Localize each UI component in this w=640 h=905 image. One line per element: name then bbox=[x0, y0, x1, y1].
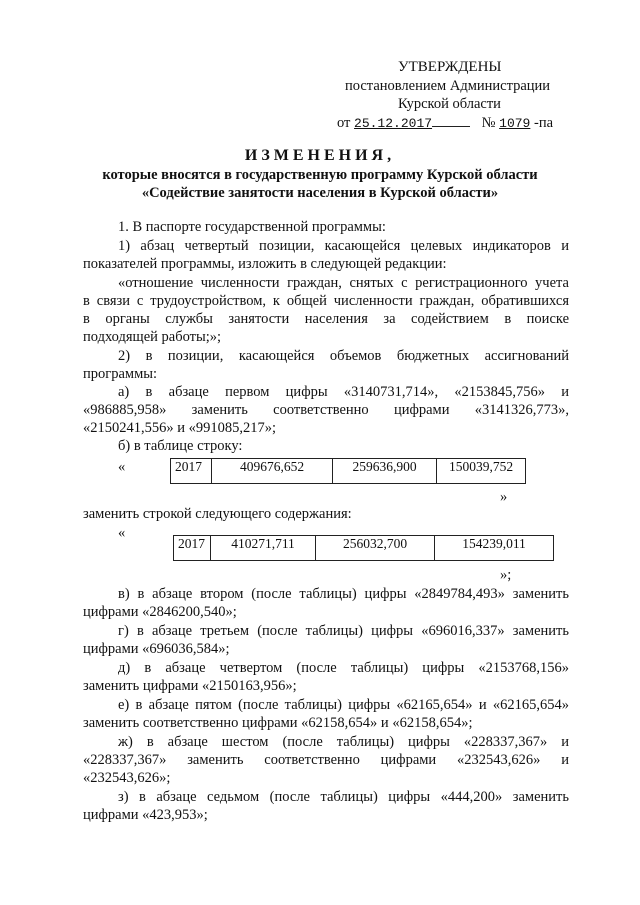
item-d-line2: заменить цифрами «2150163,956»; bbox=[83, 678, 297, 694]
approval-line2: Курской области bbox=[398, 96, 501, 112]
approval-date-line bbox=[337, 113, 553, 133]
table-cell-value: 154239,011 bbox=[435, 536, 554, 561]
open-quote-2: « bbox=[118, 525, 126, 541]
item-g-line1: г) в абзаце третьем (после таблицы) цифры «696016,337» заменить bbox=[118, 623, 569, 639]
item-g-line2: цифрами «696036,584»; bbox=[83, 641, 230, 657]
table-cell-value: 150039,752 bbox=[437, 459, 526, 484]
item-z-line2: цифрами «423,953»; bbox=[83, 807, 208, 823]
table-row bbox=[171, 459, 526, 484]
approval-number: 1079 bbox=[499, 116, 531, 131]
quote-line1: «отношение численности граждан, снятых с регистрационного учета bbox=[118, 275, 569, 291]
item-zh-line1: ж) в абзаце шестом (после таблицы) цифры «228337,367» и bbox=[118, 734, 569, 750]
title-line2: которые вносятся в государственную программу Курской области bbox=[102, 167, 538, 183]
item-e-line1: е) в абзаце пятом (после таблицы) цифры «62165,654» и «62165,654» bbox=[118, 697, 569, 713]
table-new-row bbox=[173, 535, 554, 561]
close-quote-1: » bbox=[500, 489, 508, 505]
number-label: № bbox=[481, 115, 496, 131]
date-underline bbox=[432, 113, 470, 127]
item-a-line1: а) в абзаце первом цифры «3140731,714», «2153845,756» и bbox=[118, 384, 569, 400]
item-a-line2: «986885,958» заменить соответственно цифрами «3141326,773», bbox=[83, 402, 569, 418]
close-quote-2: »; bbox=[500, 567, 512, 583]
item-e-line2: заменить соответственно цифрами «62158,654» и «62158,654»; bbox=[83, 715, 473, 731]
paragraph-3-line1: 2) в позиции, касающейся объемов бюджетных ассигнований bbox=[118, 348, 569, 364]
item-v-line1: в) в абзаце втором (после таблицы) цифры «2849784,493» заменить bbox=[118, 586, 569, 602]
quote-line3: в органы службы занятости населения за содействием в поиске bbox=[83, 311, 569, 327]
open-quote-1: « bbox=[118, 459, 126, 475]
approval-date: 25.12.2017 bbox=[354, 116, 433, 131]
table-cell-value: 410271,711 bbox=[211, 536, 316, 561]
number-suffix: -па bbox=[533, 115, 554, 131]
item-a-line3: «2150241,556» и «991085,217»; bbox=[83, 420, 277, 436]
replace-with-line: заменить строкой следующего содержания: bbox=[83, 506, 352, 522]
table-row bbox=[174, 536, 554, 561]
item-d-line1: д) в абзаце четвертом (после таблицы) цифры «2153768,156» bbox=[118, 660, 569, 676]
item-zh-line2: «228337,367» заменить соответственно цифрами «232543,626» и bbox=[83, 752, 569, 768]
document-title: ИЗМЕНЕНИЯ, bbox=[244, 147, 396, 164]
item-zh-line3: «232543,626»; bbox=[83, 770, 171, 786]
title-line3: «Содействие занятости населения в Курской области» bbox=[141, 185, 499, 201]
table-cell-value: 259636,900 bbox=[333, 459, 437, 484]
table-old-row bbox=[170, 458, 526, 484]
paragraph-2-line2: показателей программы, изложить в следующей редакции: bbox=[83, 256, 447, 272]
approval-line1: постановлением Администрации bbox=[345, 78, 551, 94]
table-cell-year: 2017 bbox=[171, 459, 212, 484]
paragraph-2-line1: 1) абзац четвертый позиции, касающейся целевых индикаторов и bbox=[118, 238, 569, 254]
quote-line2: в связи с трудоустройством, к общей численности граждан, обратившихся bbox=[83, 293, 569, 309]
quote-line4: подходящей работы;»; bbox=[83, 329, 222, 345]
item-b: б) в таблице строку: bbox=[118, 438, 243, 454]
item-v-line2: цифрами «2846200,540»; bbox=[83, 604, 237, 620]
paragraph-1: 1. В паспорте государственной программы: bbox=[118, 219, 386, 235]
table-cell-value: 409676,652 bbox=[212, 459, 333, 484]
paragraph-3-line2: программы: bbox=[83, 366, 158, 382]
table-cell-year: 2017 bbox=[174, 536, 211, 561]
from-label: от bbox=[337, 115, 351, 131]
approval-heading: УТВЕРЖДЕНЫ bbox=[398, 59, 502, 75]
table-cell-value: 256032,700 bbox=[316, 536, 435, 561]
item-z-line1: з) в абзаце седьмом (после таблицы) цифры «444,200» заменить bbox=[118, 789, 569, 805]
